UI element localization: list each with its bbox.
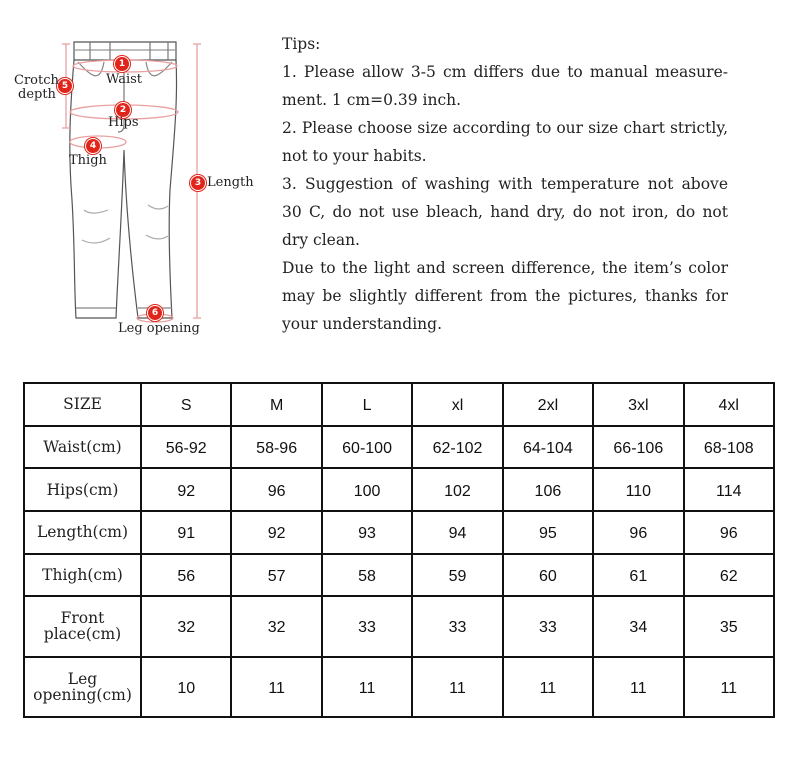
table-cell: 11: [684, 657, 774, 717]
thigh-marker-icon: 4: [85, 138, 101, 154]
size-chart-table: [23, 382, 775, 718]
tip-color-difference: Due to the light and screen difference, the item’s color may be slightly different from the pictures, thanks for your understanding.: [282, 259, 728, 333]
table-cell: 11: [231, 657, 321, 717]
waist-marker-icon: 1: [114, 56, 130, 72]
table-cell: 33: [503, 596, 593, 656]
table-header-size: SIZE: [24, 383, 141, 426]
table-cell: 10: [141, 657, 231, 717]
crotch-depth-label-line2: depth: [18, 87, 56, 102]
table-header-cell: 4xl: [684, 383, 774, 426]
table-row: [24, 511, 774, 554]
table-cell: 62-102: [412, 426, 502, 469]
table-cell: 92: [141, 468, 231, 511]
table-row: [24, 554, 774, 597]
table-cell: 110: [593, 468, 683, 511]
table-cell: 11: [322, 657, 412, 717]
table-cell: 58: [322, 554, 412, 597]
table-header-cell: L: [322, 383, 412, 426]
table-cell: 102: [412, 468, 502, 511]
pants-measurement-diagram: [0, 0, 270, 345]
table-header-cell: 3xl: [593, 383, 683, 426]
row-label: Hips(cm): [24, 468, 141, 511]
leg-opening-marker-icon: 6: [147, 305, 163, 321]
row-label: Waist(cm): [24, 426, 141, 469]
tip-measurement: 1. Please allow 3-5 cm differs due to manual measure-ment. 1 cm=0.39 inch.: [282, 63, 728, 109]
hips-label: Hips: [108, 115, 139, 130]
leg-opening-label: Leg opening: [118, 321, 200, 336]
length-label: Length: [207, 175, 254, 190]
table-cell: 91: [141, 511, 231, 554]
table-cell: 106: [503, 468, 593, 511]
tip-size-choice: 2. Please choose size according to our size chart strictly, not to your habits.: [282, 119, 728, 165]
thigh-label: Thigh: [69, 153, 107, 168]
table-cell: 59: [412, 554, 502, 597]
waist-label: Waist: [106, 72, 143, 87]
table-cell: 100: [322, 468, 412, 511]
table-cell: 62: [684, 554, 774, 597]
table-cell: 34: [593, 596, 683, 656]
table-cell: 95: [503, 511, 593, 554]
row-label: Front place(cm): [24, 596, 141, 656]
table-cell: 56-92: [141, 426, 231, 469]
table-cell: 32: [141, 596, 231, 656]
table-cell: 60: [503, 554, 593, 597]
table-row: [24, 426, 774, 469]
table-cell: 11: [412, 657, 502, 717]
table-header-cell: 2xl: [503, 383, 593, 426]
table-cell: 96: [684, 511, 774, 554]
table-cell: 96: [231, 468, 321, 511]
table-cell: 58-96: [231, 426, 321, 469]
table-cell: 93: [322, 511, 412, 554]
table-cell: 32: [231, 596, 321, 656]
table-header-row: [24, 383, 774, 426]
table-header-cell: xl: [412, 383, 502, 426]
row-label: Thigh(cm): [24, 554, 141, 597]
tips-section: [282, 30, 728, 338]
table-cell: 114: [684, 468, 774, 511]
table-cell: 96: [593, 511, 683, 554]
table-row: [24, 596, 774, 656]
table-cell: 33: [322, 596, 412, 656]
table-header-cell: S: [141, 383, 231, 426]
table-cell: 57: [231, 554, 321, 597]
crotch-depth-label-line1: Crotch: [14, 73, 59, 88]
table-cell: 61: [593, 554, 683, 597]
table-row: [24, 657, 774, 717]
table-row: [24, 468, 774, 511]
hips-marker-icon: 2: [115, 102, 131, 118]
table-cell: 35: [684, 596, 774, 656]
table-header-cell: M: [231, 383, 321, 426]
length-marker-icon: 3: [190, 175, 206, 191]
table-cell: 68-108: [684, 426, 774, 469]
row-label: Leg opening(cm): [24, 657, 141, 717]
table-cell: 64-104: [503, 426, 593, 469]
table-cell: 66-106: [593, 426, 683, 469]
table-cell: 33: [412, 596, 502, 656]
tips-heading: Tips:: [282, 35, 321, 53]
table-cell: 56: [141, 554, 231, 597]
row-label: Length(cm): [24, 511, 141, 554]
table-cell: 11: [593, 657, 683, 717]
table-cell: 60-100: [322, 426, 412, 469]
pants-illustration: [0, 0, 270, 345]
table-cell: 11: [503, 657, 593, 717]
tip-washing: 3. Suggestion of washing with temperature not above 30 C, do not use bleach, hand dry, do not iron, do not dry clean.: [282, 175, 728, 249]
table-cell: 94: [412, 511, 502, 554]
table-cell: 92: [231, 511, 321, 554]
crotch-marker-icon: 5: [57, 78, 73, 94]
